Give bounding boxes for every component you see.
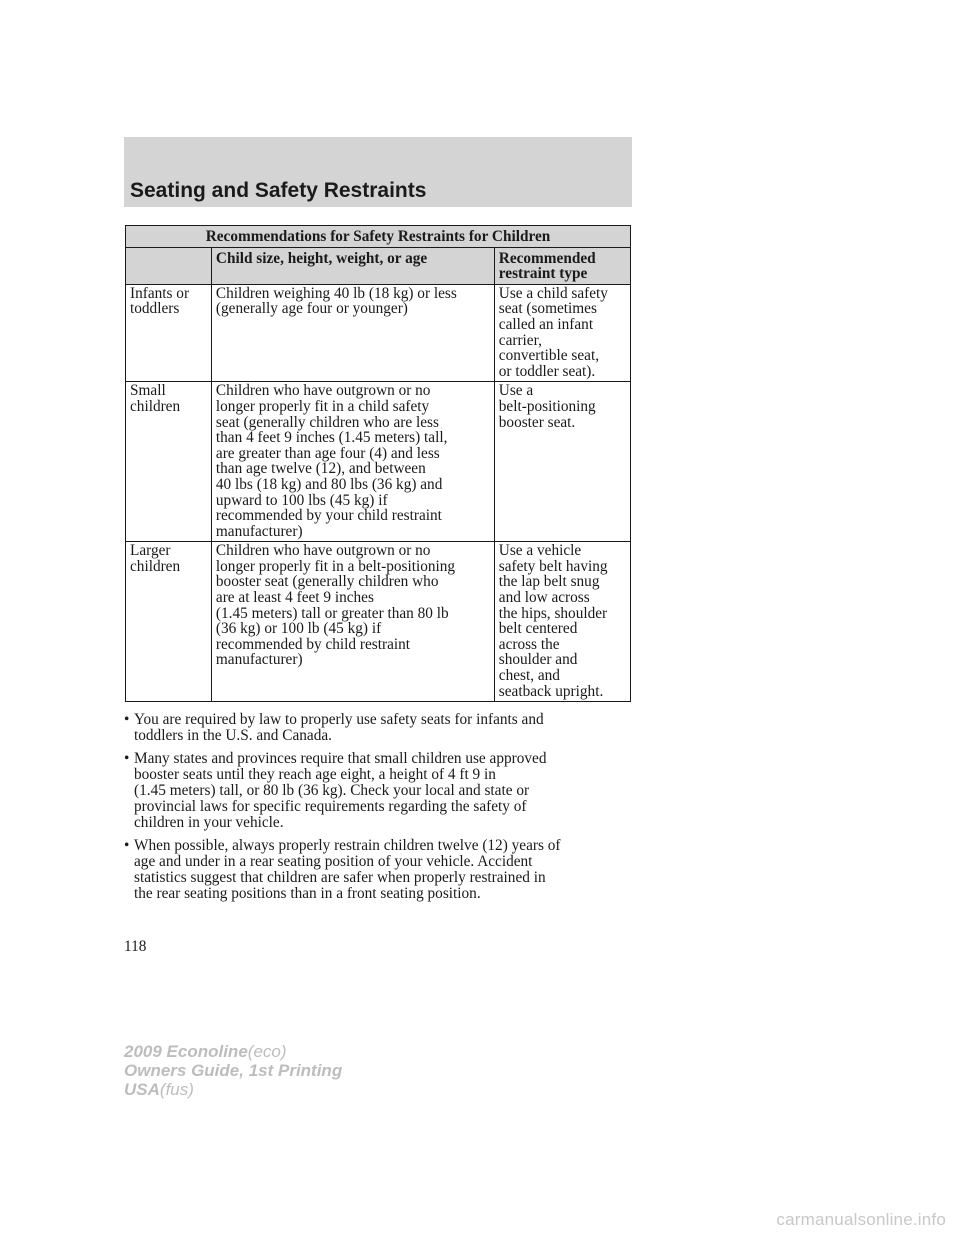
bullet-text: When possible, always properly restrain children twelve (12) years of age and under in a rear seating position of your vehicle. Accident statistics suggest that children are safer when properly restrained in the rear seating positions than in a front seating position.: [134, 837, 561, 902]
footer-guide: Owners Guide, 1st Printing: [124, 1061, 343, 1080]
row-type-cell: Use a belt-positioning booster seat.: [494, 382, 630, 542]
section-header: [124, 137, 632, 207]
row-group-cell: Larger children: [126, 542, 212, 702]
footer-model: 2009 Econoline: [124, 1042, 248, 1061]
section-title: Seating and Safety Restraints: [130, 179, 427, 202]
bullet-icon: •: [124, 837, 130, 854]
bullet-text: You are required by law to properly use safety seats for infants and toddlers in the U.S. and Canada.: [134, 711, 544, 744]
bullet-icon: •: [124, 750, 130, 767]
footer-market: USA: [124, 1080, 160, 1099]
table-row: [126, 284, 631, 382]
page-number: 118: [124, 938, 147, 955]
table-title: Recommendations for Safety Restraints for Children: [126, 226, 631, 248]
row-group-cell: Infants or toddlers: [126, 284, 212, 382]
footer-model-code: (eco): [247, 1042, 287, 1061]
row-size-cell: Children who have outgrown or no longer properly fit in a belt-positioning booster seat (generally children who are at least 4 feet 9 inches (1.45 meters) tall or greater than 80 lb (36 kg) or 100 lb (45 kg) if recommended by child restraint manufacturer): [211, 542, 494, 702]
list-item: [124, 712, 644, 744]
row-group-cell: Small children: [126, 382, 212, 542]
watermark: carmanualsonline.info: [776, 1210, 946, 1229]
footer-market-code: (fus): [159, 1080, 194, 1099]
row-type-cell: Use a vehicle safety belt having the lap belt snug and low across the hips, shoulder belt centered across the shoulder and chest, and seatback upright.: [494, 542, 630, 702]
bullet-icon: •: [124, 711, 130, 728]
row-type-cell: Use a child safety seat (sometimes called an infant carrier, convertible seat, or toddler seat).: [494, 284, 630, 382]
print-footer: [124, 1042, 342, 1099]
list-item: [124, 838, 644, 902]
column-header-group: [126, 247, 212, 284]
child-restraint-table: [125, 225, 631, 702]
bullet-text: Many states and provinces require that small children use approved booster seats until they reach age eight, a height of 4 ft 9 in (1.45 meters) tall, or 80 lb (36 kg). Check your local and state or provincial laws for specific requirements regarding the safety of children in your vehicle.: [134, 750, 547, 831]
row-size-cell: Children who have outgrown or no longer properly fit in a child safety seat (generally children who are less than 4 feet 9 inches (1.45 meters) tall, are greater than age four (4) and less than age twelve (12), and between 40 lbs (18 kg) and 80 lbs (36 kg) and upward to 100 lbs (45 kg) if recommended by your child restraint manufacturer): [211, 382, 494, 542]
column-header-size: Child size, height, weight, or age: [211, 247, 494, 284]
column-header-type: Recommended restraint type: [494, 247, 630, 284]
list-item: [124, 751, 644, 831]
table-row: [126, 382, 631, 542]
row-size-cell: Children weighing 40 lb (18 kg) or less (generally age four or younger): [211, 284, 494, 382]
safety-bullet-list: [124, 712, 644, 909]
table-row: [126, 542, 631, 702]
